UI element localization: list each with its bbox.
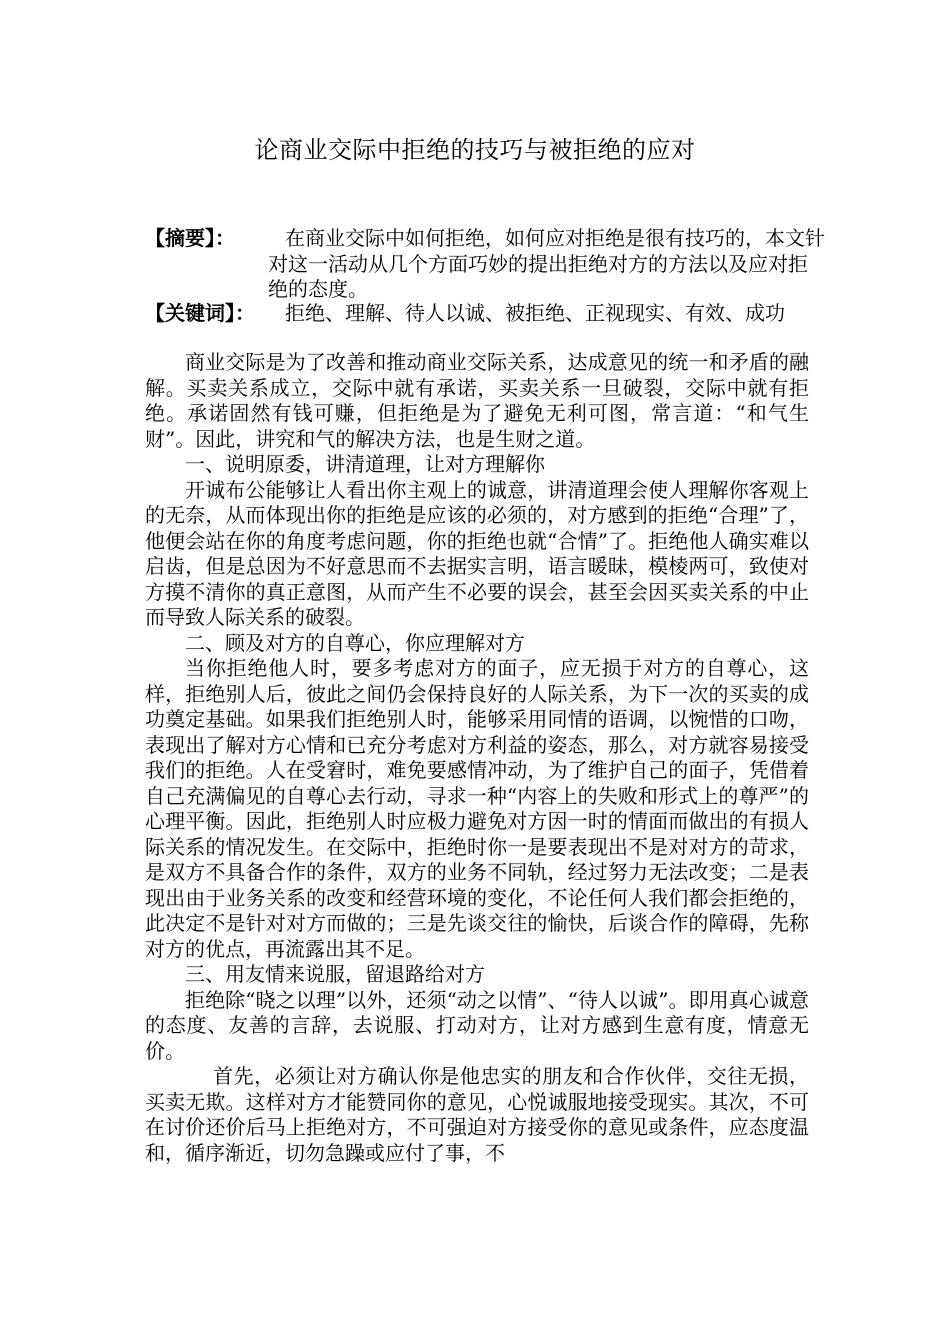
abstract-label: 【摘要】： — [145, 226, 235, 250]
keywords-text: 拒绝、理解、待人以诚、被拒绝、正视现实、有效、成功 — [285, 301, 785, 325]
document-body — [145, 350, 809, 1166]
body-paragraph: 拒绝除“晓之以理”以外，还须“动之以情”、“待人以诚”。即用真心诚意的态度、友善的言辞，去说服、打动对方，让对方感到生意有度，情意无价。 — [145, 987, 809, 1063]
document-title: 论商业交际中拒绝的技巧与被拒绝的应对 — [254, 136, 696, 164]
section-heading: 三、用友情来说服，留退路给对方 — [185, 962, 485, 986]
body-paragraph: 开诚布公能够让人看出你主观上的诚意，讲清道理会使人理解你客观上的无奈，从而体现出你的拒绝是应该的必须的，对方感到的拒绝“合理”了，他便会站在你的角度考虑问题，你的拒绝也就“合情”了。拒绝他人确实难以启齿，但是总因为不好意思而不去据实言明，语言暖昧，模棱两可，致使对方摸不清你的真正意图，从而产生不必要的误会，甚至会因买卖关系的中止而导致人际关系的破裂。 — [145, 477, 809, 629]
body-paragraph: 商业交际是为了改善和推动商业交际关系，达成意见的统一和矛盾的融解。买卖关系成立，交际中就有承诺，买卖关系一旦破裂，交际中就有拒绝。承诺固然有钱可赚，但拒绝是为了避免无利可图，常言道：“和气生财”。因此，讲究和气的解决方法，也是生财之道。 — [145, 350, 809, 451]
abstract-text: 在商业交际中如何拒绝，如何应对拒绝是很有技巧的，本文针对这一活动从几个方面巧妙的提出拒绝对方的方法以及应对拒绝的态度。 — [268, 226, 825, 301]
section-heading: 一、说明原委，讲清道理，让对方理解你 — [185, 452, 545, 476]
keywords-section — [145, 301, 825, 327]
body-paragraph: 首先，必须让对方确认你是他忠实的朋友和合作伙伴，交往无损，买卖无欺。这样对方才能赞同你的意见，心悦诚服地接受现实。其次，不可在讨价还价后马上拒绝对方，不可强迫对方接受你的意见或条件，应态度温和，循序渐近，切勿急躁或应付了事，不 — [145, 1064, 809, 1165]
keywords-label: 【关键词】： — [145, 301, 255, 325]
abstract-section — [145, 226, 825, 303]
body-paragraph: 当你拒绝他人时，要多考虑对方的面子，应无损于对方的自尊心，这样，拒绝别人后，彼此之间仍会保持良好的人际关系，为下一次的买卖的成功奠定基础。如果我们拒绝别人时，能够采用同情的语调，以惋惜的口吻，表现出了解对方心情和已充分考虑对方利益的姿态，那么，对方就容易接受我们的拒绝。人在受窘时，难免要感情冲动，为了维护自己的面子，凭借着自己充满偏见的自尊心去行动，寻求一种“内容上的失败和形式上的尊严”的心理平衡。因此，拒绝别人时应极力避免对方因一时的情面而做出的有损人际关系的情况发生。在交际中，拒绝时你一是要表现出不是对对方的苛求，是双方不具备合作的条件，双方的业务不同轨，经过努力无法改变；二是表现出由于业务关系的改变和经营环境的变化，不论任何人我们都会拒绝的，此决定不是针对对方而做的；三是先谈交往的愉快，后谈合作的障碍，先称对方的优点，再流露出其不足。 — [145, 656, 809, 961]
section-heading: 二、顾及对方的自尊心，你应理解对方 — [185, 630, 525, 655]
